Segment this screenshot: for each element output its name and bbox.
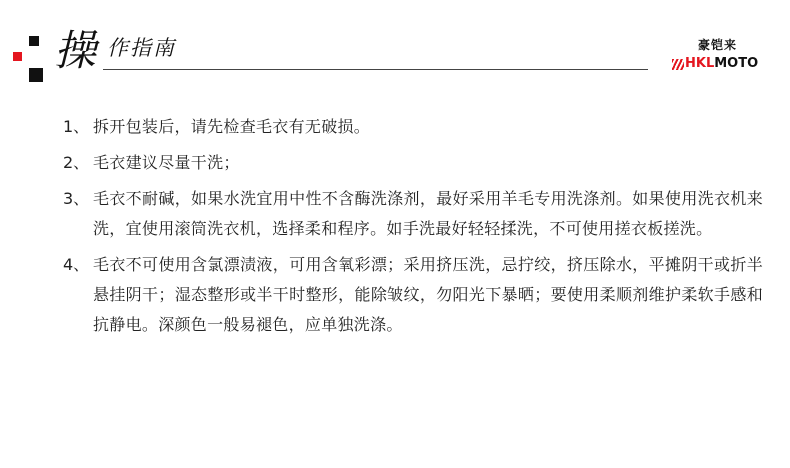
title-divider — [103, 69, 648, 70]
guide-item-number: 4、 — [63, 255, 90, 274]
guide-item-text: 毛衣不可使用含氯漂渍液，可用含氧彩漂；采用挤压洗，忌拧绞，挤压除水，平摊阴干或折半悬挂阴干；湿态整形或半干时整形，能除皱纹，勿阳光下暴晒；要使用柔顺剂维护柔软手感和抗静电。深颜色一般易褪色，应单独洗涤。 — [93, 255, 763, 334]
brand-logo-cn: 豪铠来 — [698, 38, 738, 52]
brand-logo — [672, 38, 772, 76]
guide-item — [63, 250, 763, 340]
brand-logo-en-red: HKL — [685, 56, 715, 71]
guide-item — [63, 148, 763, 178]
brand-logo-en — [685, 56, 758, 72]
guide-item-text: 毛衣不耐碱，如果水洗宜用中性不含酶洗涤剂，最好采用羊毛专用洗涤剂。如果使用洗衣机来洗，宜使用滚筒洗衣机，选择柔和程序。如手洗最好轻轻揉洗，不可使用搓衣板搓洗。 — [93, 189, 763, 238]
guide-list — [63, 112, 763, 346]
guide-item-number: 2、 — [63, 153, 90, 172]
guide-item-number: 1、 — [63, 117, 90, 136]
brand-stripes-icon — [672, 59, 684, 70]
page-title: 作指南 — [107, 36, 176, 60]
decor-square-black-top — [29, 36, 39, 46]
guide-item-text: 毛衣建议尽量干洗； — [93, 153, 240, 172]
decor-square-red — [13, 52, 22, 61]
guide-item — [63, 184, 763, 244]
guide-item-text: 拆开包装后，请先检查毛衣有无破损。 — [93, 117, 371, 136]
decor-square-black-bottom — [29, 68, 43, 82]
page-title-initial: 操 — [54, 26, 97, 75]
guide-item-number: 3、 — [63, 189, 90, 208]
brand-logo-en-black: MOTO — [714, 56, 759, 71]
guide-item — [63, 112, 763, 142]
